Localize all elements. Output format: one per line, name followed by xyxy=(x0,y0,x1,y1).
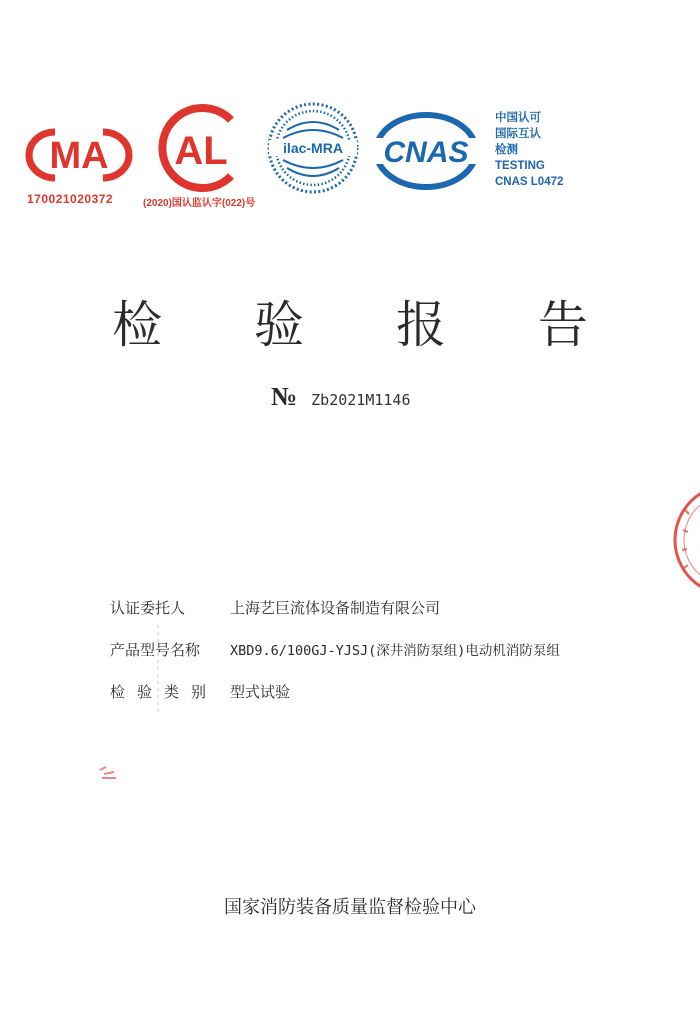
field-value: 上海艺巨流体设备制造有限公司 xyxy=(230,598,441,617)
cnas-caption-line: 检测 xyxy=(495,144,518,156)
field-label: 认证委托人 xyxy=(110,598,186,617)
issuing-authority: 国家消防装备质量监督检验中心 xyxy=(224,897,476,918)
numero-sign: № xyxy=(271,382,298,411)
report-number-value: Zb2021M1146 xyxy=(311,391,411,409)
cnas-caption-line: 中国认可 xyxy=(495,112,541,124)
report-title: 检 验 报 告 xyxy=(112,296,626,354)
ilac-mra-logo-icon xyxy=(265,100,361,196)
accreditation-logos xyxy=(0,90,700,220)
field-row-product xyxy=(110,638,560,660)
field-label: 产品型号名称 xyxy=(110,640,201,659)
cnas-caption-line: 国际互认 xyxy=(495,128,541,140)
cal-logo-icon xyxy=(143,98,253,198)
field-row-client xyxy=(110,596,560,618)
svg-text:AL: AL xyxy=(174,129,228,173)
report-number xyxy=(271,382,410,412)
cma-certificate-number: 170021020372 xyxy=(27,192,114,206)
scan-mark-icon xyxy=(150,625,166,715)
cma-logo-icon xyxy=(25,126,133,184)
cnas-caption-line: TESTING xyxy=(495,160,545,172)
svg-text:MA: MA xyxy=(49,135,109,177)
svg-text:CNAS: CNAS xyxy=(383,136,469,169)
cnas-caption-line: CNAS L0472 xyxy=(495,176,564,188)
field-label: 检验类别 xyxy=(110,682,219,701)
red-seal-stamp-icon xyxy=(655,480,700,600)
field-row-category xyxy=(110,680,560,702)
cnas-caption xyxy=(495,110,563,190)
red-ink-mark-icon xyxy=(96,760,126,784)
field-value: 型式试验 xyxy=(230,682,291,701)
field-value: XBD9.6/100GJ-YJSJ(深井消防泵组)电动机消防泵组 xyxy=(230,643,560,659)
cnas-logo-icon xyxy=(371,112,481,190)
svg-text:ilac-MRA: ilac-MRA xyxy=(283,140,343,156)
cal-certificate-number: (2020)国认监认字(022)号 xyxy=(143,198,256,209)
report-info-fields xyxy=(110,596,560,722)
